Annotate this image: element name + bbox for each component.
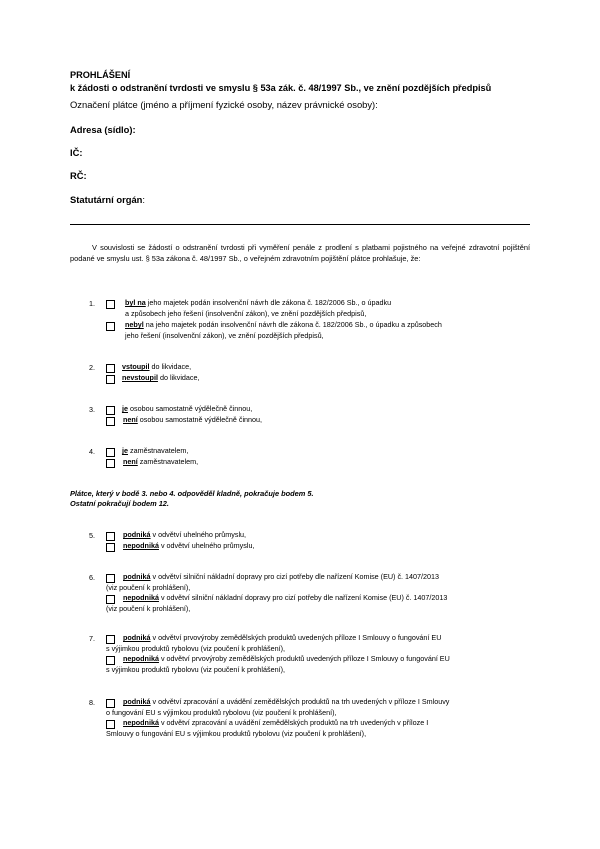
item-7-option-a-keyword: podniká — [123, 633, 151, 642]
item-1-option-a-keyword: byl na — [125, 298, 146, 307]
item-1-number: 1. — [89, 299, 95, 308]
item-7-option-a-checkbox[interactable] — [106, 635, 115, 644]
item-6-option-b-keyword: nepodniká — [123, 593, 159, 602]
statutory-label-row — [70, 194, 145, 205]
statutory-colon: : — [142, 194, 146, 205]
item-3-option-b-checkbox[interactable] — [106, 417, 115, 426]
address-label: Adresa (sídlo): — [70, 124, 136, 135]
item-5-option-b-keyword: nepodniká — [123, 541, 159, 550]
item-5-option-a: podniká v odvětví uhelného průmyslu, — [123, 530, 247, 539]
instruction-note-line2: Ostatní pokračují bodem 12. — [70, 499, 169, 508]
item-6-option-b-line1: nepodniká v odvětví silniční nákladní dopravy pro cizí potřeby dle nařízení Komise (EU) č. 1407/2013 — [123, 593, 448, 602]
page-subtitle: k žádosti o odstranění tvrdosti ve smyslu § 53a zák. č. 48/1997 Sb., ve znění pozdějších předpisů — [70, 83, 492, 93]
item-7-option-b-line2: s výjimkou produktů rybolovu (viz poučení k prohlášení), — [106, 665, 285, 674]
item-6-option-a-keyword: podniká — [123, 572, 151, 581]
item-8-option-a-keyword: podniká — [123, 697, 151, 706]
item-1-option-a-line2: a způsobech jeho řešení (insolvenční zákon), ve znění pozdějších předpisů, — [125, 309, 367, 318]
item-3-number: 3. — [89, 405, 95, 414]
statutory-label: Statutární orgán — [70, 194, 143, 205]
item-2-option-b-checkbox[interactable] — [106, 375, 115, 384]
payer-label: Označení plátce (jméno a příjmení fyzické osoby, název právnické osoby): — [70, 99, 378, 110]
item-4-number: 4. — [89, 447, 95, 456]
item-5-option-a-checkbox[interactable] — [106, 532, 115, 541]
signature-divider — [70, 224, 530, 225]
item-5-option-b: nepodniká v odvětví uhelného průmyslu, — [123, 541, 255, 550]
item-8-option-a-line1: podniká v odvětví zpracování a uvádění zemědělských produktů na trh uvedených v příloze I Smlouvy — [123, 697, 450, 706]
page-title: PROHLÁŠENÍ — [70, 70, 131, 80]
item-6-option-a-checkbox[interactable] — [106, 574, 115, 583]
item-3-option-b-keyword: není — [123, 415, 138, 424]
item-3-option-a-keyword: je — [122, 404, 128, 413]
rc-label: RČ: — [70, 170, 87, 181]
item-4-option-b: není zaměstnavatelem, — [123, 457, 199, 466]
item-7-option-a-line2: s výjimkou produktů rybolovu (viz poučení k prohlášení), — [106, 644, 285, 653]
item-8-number: 8. — [89, 698, 95, 707]
item-8-option-a-checkbox[interactable] — [106, 699, 115, 708]
intro-text: V souvislosti se žádostí o odstranění tvrdosti při vyměření penále z prodlení s platbami pojistného na veřejné zdravotní pojištění podané ve smyslu ust. § 53a zákona č. 48/1997 Sb., o veřejném zdravotním pojištění plátce prohlašuje, že: — [70, 243, 530, 263]
item-3-option-a-checkbox[interactable] — [106, 406, 115, 415]
item-2-option-a: vstoupil do likvidace, — [122, 362, 192, 371]
item-6-option-b-checkbox[interactable] — [106, 595, 115, 604]
item-8-option-b-line1: nepodniká v odvětví zpracování a uvádění zemědělských produktů na trh uvedených v příloze I — [123, 718, 429, 727]
item-2-option-b-keyword: nevstoupil — [122, 373, 158, 382]
item-8-option-a-line2: o fungování EU s výjimkou produktů rybolovu (viz poučení k prohlášení), — [106, 708, 337, 717]
item-5-option-a-keyword: podniká — [123, 530, 151, 539]
intro-paragraph — [70, 243, 530, 265]
item-2-option-b: nevstoupil do likvidace, — [122, 373, 200, 382]
item-7-option-a-line1: podniká v odvětví prvovýroby zemědělských produktů uvedených příloze I Smlouvy o fungování EU — [123, 633, 442, 642]
item-4-option-b-checkbox[interactable] — [106, 459, 115, 468]
item-6-option-a-line1: podniká v odvětví silniční nákladní dopravy pro cizí potřeby dle nařízení Komise (EU) č. 1407/2013 — [123, 572, 440, 581]
ic-label: IČ: — [70, 147, 83, 158]
item-1-option-b-checkbox[interactable] — [106, 322, 115, 331]
item-8-option-b-line2: Smlouvy o fungování EU s výjimkou produktů rybolovu (viz poučení k prohlášení), — [106, 729, 367, 738]
item-2-option-a-keyword: vstoupil — [122, 362, 150, 371]
item-7-number: 7. — [89, 634, 95, 643]
item-5-option-b-checkbox[interactable] — [106, 543, 115, 552]
instruction-note-line1: Plátce, který v bodě 3. nebo 4. odpověděl kladně, pokračuje bodem 5. — [70, 489, 314, 498]
item-8-option-b-keyword: nepodniká — [123, 718, 159, 727]
item-4-option-b-keyword: není — [123, 457, 138, 466]
item-1-option-b-line1: nebyl na jeho majetek podán insolvenční návrh dle zákona č. 182/2006 Sb., o úpadku a způsobech — [125, 320, 442, 329]
item-7-option-b-checkbox[interactable] — [106, 656, 115, 665]
item-2-option-a-checkbox[interactable] — [106, 364, 115, 373]
item-6-option-a-line2: (viz poučení k prohlášení), — [106, 583, 191, 592]
item-4-option-a: je zaměstnavatelem, — [122, 446, 189, 455]
item-7-option-b-keyword: nepodniká — [123, 654, 159, 663]
item-6-number: 6. — [89, 573, 95, 582]
item-1-option-b-keyword: nebyl — [125, 320, 144, 329]
item-4-option-a-checkbox[interactable] — [106, 448, 115, 457]
item-6-option-b-line2: (viz poučení k prohlášení), — [106, 604, 191, 613]
item-2-number: 2. — [89, 363, 95, 372]
item-8-option-b-checkbox[interactable] — [106, 720, 115, 729]
item-7-option-b-line1: nepodniká v odvětví prvovýroby zemědělských produktů uvedených příloze I Smlouvy o fungování EU — [123, 654, 450, 663]
item-1-option-b-line2: jeho řešení (insolvenční zákon), ve znění pozdějších předpisů, — [125, 331, 324, 340]
item-3-option-a: je osobou samostatně výdělečně činnou, — [122, 404, 253, 413]
item-4-option-a-keyword: je — [122, 446, 128, 455]
item-3-option-b: není osobou samostatně výdělečně činnou, — [123, 415, 263, 424]
item-1-option-a-line1: byl na jeho majetek podán insolvenční návrh dle zákona č. 182/2006 Sb., o úpadku — [125, 298, 392, 307]
item-5-number: 5. — [89, 531, 95, 540]
item-1-option-a-checkbox[interactable] — [106, 300, 115, 309]
